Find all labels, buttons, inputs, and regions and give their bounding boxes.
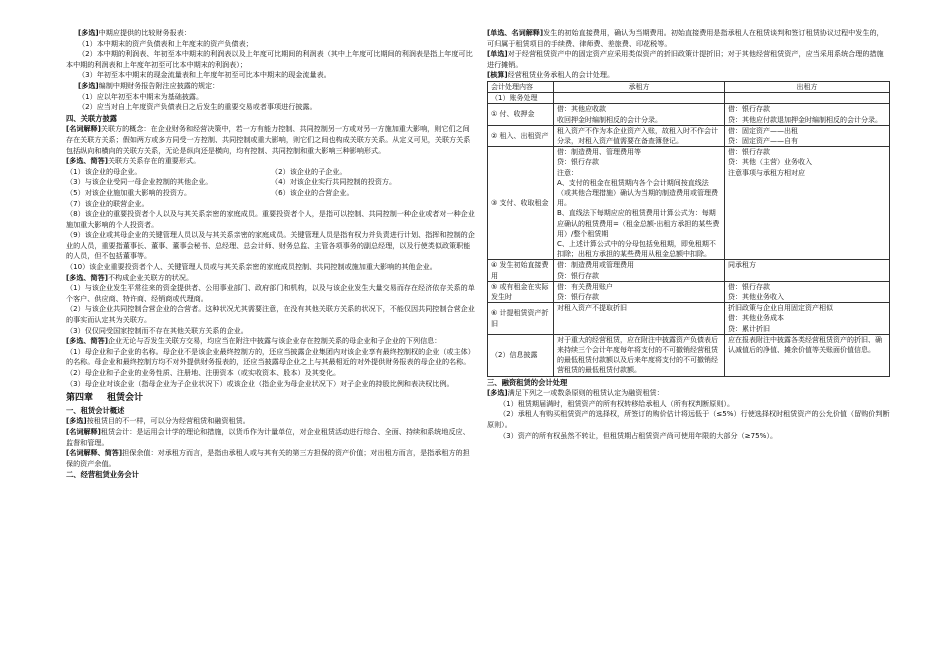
lessor-cell: 借：银行存款 贷：其他业务收入: [725, 281, 890, 302]
list-item: （1）与该企业发生平常往来的资金提供者、公用事业部门、政府部门和机构，以及与该企业发生大量交易而存在经济依存关系的单个客户、供应商、特许商、经销商或代理商。: [66, 283, 475, 303]
table-row: [488, 104, 890, 125]
list-item: （1）该企业的母企业。: [66, 166, 142, 176]
list-item: （3）资产的所有权虽然不转让，但租赁期占租赁资产尚可使用年限的大部分（≥75%）。: [499, 430, 778, 440]
lessor-cell: 借：银行存款 贷：其他应付款退加押金时编制相反的会计分录。: [725, 104, 890, 125]
lessee-cell: 借：其他应收款 收回押金时编制相反的会计分录。: [554, 104, 725, 125]
paragraph: [多选、简答]不构成企业关联方的状况。: [66, 272, 194, 282]
paragraph: [多选]满足下列之一或数条原则的租赁认定为融资租赁：: [487, 388, 664, 398]
list-item: （1）应以年初至本中期末为基础披露。: [78, 91, 204, 101]
list-item: （10）该企业重要投资者个人、关键管理人员或与其关系亲密的家庭成员控制、共同控制或施加重大影响的其他企业。: [66, 262, 437, 272]
list-item: （3）与该企业受同一母企业控制的其他企业。: [66, 177, 213, 187]
tag: [多选、简答]: [66, 336, 108, 346]
section-heading: 四、关联方披露: [66, 113, 118, 123]
paragraph: [名词解释、简答]担保余值：对承租方而言，是指由承租人或与其有关的第三方担保的资产价值；对出租方而言，是指承租方的担保的资产余值。: [66, 448, 470, 468]
list-item: （2）母企业和子企业的业务性质、注册地、注册资本（或实收资本、股本）及其变化。: [66, 368, 341, 377]
column-header: 承租方: [554, 81, 725, 92]
list-item: （3）母企业对该企业（指母企业为子企业状况下）或该企业（指企业为母企业状况下）对子企业的持股比例和表决权比例。: [66, 378, 454, 388]
two-column-list: [66, 167, 476, 178]
table-row: [488, 303, 890, 335]
paragraph: [名词解释]关联方的概念：在企业财务和经营决策中，若一方有能力控制、共同控制另一方或对另一方施加重大影响，则它们之间存在关联方关系；假如两方或多方同受一方控制、共同控制或重大影响，则它们之间也构成关联方关系。从定义可见，关联方关系包括纵向和横向的关联方关系，无论是纵向还是横向，均有控制、共同控制和重大影响三种影响形式。: [66, 124, 471, 155]
paragraph: [多选]按租赁目的不一样，可以分为经营租赁和融资租赁。: [66, 416, 250, 426]
table-row: [488, 147, 890, 260]
row-label-cell: ② 租入、出租资产: [488, 125, 554, 146]
tag: [名词解释]: [66, 124, 101, 134]
row-label-cell: （2）信息披露: [488, 334, 554, 376]
paragraph: [多选]中期应提供的比较财务报表：: [78, 28, 191, 37]
lessee-cell: 借：制造费用、管理费用等 贷：银行存款 注意： A、支付的租金在租赁期内各个会计期间按直线法（或其他合理措施）确认为当期的制造费用或管理费用。 B、直线法下每期应应的租赁费用计算公式为：每期应确认的租赁费用=（租金总额-出租方承担的某些费用）/整个租赁期 C、上述计算公式中的分母包括免租期，即免租期不扣除；出租方承担的某些费用从租金总额中扣除。: [554, 147, 725, 260]
row-label-cell: （1）账务处理: [488, 93, 554, 104]
list-item: （3）年初至本中期末的现金流量表和上年度年初至可比本中期末的现金流量表。: [78, 70, 331, 80]
column-header: 会计处理内容: [488, 81, 554, 92]
column-header: 出租方: [725, 81, 890, 92]
list-item: （2）该企业的子企业。: [271, 166, 347, 176]
list-item: （2）应当对自上年度资产负债表日之后发生的重要交易或者事项进行披露。: [78, 102, 317, 112]
table-row: [488, 125, 890, 146]
lessee-cell: 租入资产不作为本企业资产入账，故租入时不作会计分录，对租入资产值需要在备查簿登记。: [554, 125, 725, 146]
two-column-list: [66, 177, 476, 188]
row-label-cell: ⑥ 计提租赁资产折旧: [488, 303, 554, 335]
list-item: （8）该企业的重要投资者个人以及与其关系亲密的家庭成员。重要投资者个人，是指可以控制、共同控制一种企业或者对一种企业施加重大影响的个人投资者。: [66, 209, 475, 229]
section-heading: 二、经营租赁业务会计: [66, 470, 139, 480]
lessee-cell: 对租入资产不提取折旧: [554, 303, 725, 335]
section-heading: 三、融资租赁的会计处理: [487, 377, 568, 387]
lessee-cell: 对于重大的经营租赁，应在附注中披露资产负债表后来持续三个会计年度每年将支付的不可撤销经营租赁的最低租赁付款额以及后来年度将支付的不可撤销经营租赁的最低租赁付款额。: [554, 334, 725, 376]
tag: [多选]: [78, 28, 99, 37]
list-item: （9）该企业或其母企业的关键管理人员以及与其关系亲密的家庭成员。关键管理人员是指有权力并负责进行计划、指挥和控制的企业的人员，重要指董事长、董事、董事会秘书、总经理、总会计师、财务总监、主管各项事务的副总经理，以及行使类似政策职能的人员，但不包括董事等。: [66, 230, 475, 261]
row-label-cell: ③ 支付、收取租金: [488, 147, 554, 260]
list-item: （4）对该企业实行共同控制的投资方。: [271, 177, 397, 187]
row-label-cell: ① 付、收押金: [488, 104, 554, 125]
lessee-cell: [554, 93, 725, 104]
paragraph: [核算]经营租赁业务承租人的会计处理。: [487, 70, 615, 80]
left-column: [66, 28, 476, 481]
table-header-row: [488, 81, 890, 92]
table-row: [488, 93, 890, 104]
table-body: [488, 93, 890, 376]
list-item: （2）承租人有购买租赁资产的选择权，所签订的购价估计将远低于（≤5%）行使选择权时租赁资产的公允价值（留购价判断原则）。: [487, 409, 890, 430]
lessee-cell: 借：有关费用账户 贷：银行存款: [554, 281, 725, 302]
two-column-list: [66, 188, 476, 199]
paragraph: [多选、简答]关联方关系存在的重要形式。: [66, 156, 201, 166]
row-label-cell: ④ 发生初始直接费用: [488, 260, 554, 281]
lessor-cell: 借：银行存款 贷：其他（主营）业务收入 注意事项与承租方相对应: [725, 147, 890, 260]
tag: [多选]: [487, 388, 508, 398]
lessor-cell: 应在报表附注中披露各类经营租赁资产的折旧、确认减值后的净值、摊余价值等关账面价值信息。: [725, 334, 890, 376]
tag: [名词解释]: [66, 426, 101, 436]
paragraph: [单选、名词解释]发生的初始直接费用，确认为当期费用。初始直接费用是指承租人在租赁谈判和签订租赁协议过程中发生的，可归属于租赁项目的手续费、律师费、差旅费、印花税等。: [487, 28, 884, 48]
list-item: （2）与该企业共同控制合营企业的合营者。这种状况尤其需要注意，在没有其他关联方关系的状况下，不能仅因共同控制合营企业的事实而认定其为关联方。: [66, 304, 475, 325]
chapter-number: 第四章: [66, 393, 94, 404]
row-label-cell: ⑤ 或有租金在实际发生时: [488, 281, 554, 302]
table-row: [488, 260, 890, 281]
tag: [名词解释、简答]: [66, 448, 123, 458]
operating-lease-table: [487, 81, 890, 377]
paragraph: [多选]编制中期财务报告附注应披露的规定：: [78, 80, 220, 90]
right-column: [487, 28, 890, 441]
lessor-cell: 同承租方: [725, 260, 890, 281]
paragraph: [多选、简答]企业无论与否发生关联方交易，均应当在附注中披露与该企业存在控制关系的母企业和子企业的下列信息：: [66, 336, 442, 346]
list-item: （5）对该企业施加重大影响的投资方。: [66, 187, 192, 197]
paragraph: [名词解释]租赁会计：是运用会计学的理论和措施，以货币作为计量单位，对企业租赁活动进行综合、全面、持续和系统地反应、监督和管理。: [66, 426, 470, 447]
list-item: （1）本中期末的资产负债表和上年度末的资产负债表；: [78, 38, 253, 48]
tag: [多选、简答]: [66, 272, 108, 282]
chapter-name: 租赁会计: [107, 393, 144, 404]
tag: [多选]: [78, 80, 99, 90]
paragraph: [单选]对于经营租赁资产中的固定资产应采用类似资产的折旧政策计提折旧；对于其他经营租赁资产，应当采用系统合理的措施进行摊销。: [487, 49, 884, 69]
lessee-cell: 借：制造费用或管理费用 贷：银行存款: [554, 260, 725, 281]
tag: [多选]: [66, 416, 87, 426]
list-item: （7）该企业的联营企业。: [66, 198, 149, 208]
lessor-cell: [725, 93, 890, 104]
list-item: （1）租赁期届满时，租赁资产的所有权转移给承租人（所有权判断原则）。: [499, 398, 735, 408]
table-row: [488, 281, 890, 302]
list-item: （2）本中期的利润表、年初至本中期末的利润表以及上年度可比期间的利润表（其中上年度可比期间的利润表是指上年度可比本中期的利润表和上年度年初至可比本中期末的利润表）；: [66, 49, 473, 69]
table-row: [488, 334, 890, 376]
section-heading: 一、租赁会计概述: [66, 405, 125, 415]
list-item: （6）该企业的合营企业。: [271, 187, 354, 197]
list-item: （1）母企业和子企业的名称。母企业不是该企业最终控制方的，还应当披露企业集团内对该企业享有最终控制权的企业（或主体）的名称。母企业和最终控制方均不对外提供财务报表的，还应当披露母企业之上与其最相近的对外提供财务报表的母企业的名称。: [66, 346, 475, 367]
chapter-title: [66, 393, 476, 404]
tag: [核算]: [487, 70, 508, 80]
lessor-cell: 折旧政策与企业自用固定资产相似 借：其他业务成本 贷：累计折旧: [725, 303, 890, 335]
tag: [单选]: [487, 49, 508, 59]
tag: [多选、简答]: [66, 156, 108, 166]
lessor-cell: 借：固定资产——出租 贷：固定资产——自有: [725, 125, 890, 146]
list-item: （3）仅仅同受国家控制而不存在其他关联方关系的企业。: [66, 325, 248, 335]
tag: [单选、名词解释]: [487, 28, 544, 37]
